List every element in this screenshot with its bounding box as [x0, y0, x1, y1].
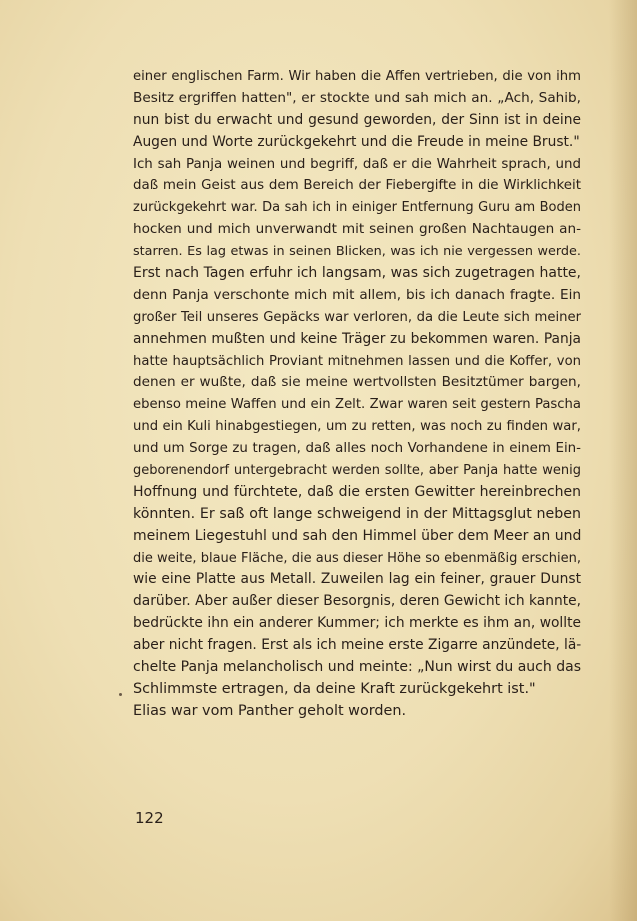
text-line: und ein Kuli hinabgestiegen, um zu retten, was noch zu finden war,	[133, 419, 581, 435]
text-line: die weite, blaue Fläche, die aus dieser Höhe so ebenmäßig erschien,	[133, 550, 581, 566]
text-line: Erst nach Tagen erfuhr ich langsam, was sich zugetragen hatte,	[133, 265, 581, 282]
text-line: und um Sorge zu tragen, daß alles noch Vorhandene in einem Ein-	[133, 441, 581, 457]
text-line: Besitz ergriffen hatten", er stockte und sah mich an. „Ach, Sahib,	[133, 89, 581, 106]
margin-mark	[119, 693, 122, 696]
text-line: annehmen mußten und keine Träger zu bekommen waren. Panja	[133, 330, 581, 347]
text-line: könnten. Er saß oft lange schweigend in der Mittagsglut neben	[133, 505, 581, 522]
text-line: einer englischen Farm. Wir haben die Affen vertrieben, die von ihm	[133, 69, 581, 84]
text-line: starren. Es lag etwas in seinen Blicken, was ich nie vergessen werde.	[133, 244, 581, 260]
page-edge-shadow	[609, 0, 637, 921]
page-number: 122	[135, 809, 164, 827]
text-line: daß mein Geist aus dem Bereich der Fiebergifte in die Wirklichkeit	[133, 178, 581, 194]
text-line: nun bist du erwacht und gesund geworden, der Sinn ist in deine	[133, 111, 581, 128]
text-line: denen er wußte, daß sie meine wertvollsten Besitztümer bargen,	[133, 374, 581, 391]
text-line: großer Teil unseres Gepäcks war verloren, da die Leute sich meiner	[133, 309, 581, 325]
text-line: hatte hauptsächlich Proviant mitnehmen lassen und die Koffer, von	[133, 353, 581, 369]
text-line: Elias war vom Panther geholt worden.	[133, 702, 407, 719]
text-line: meinem Liegestuhl und sah den Himmel über dem Meer an und	[133, 527, 581, 544]
text-line: Augen und Worte zurückgekehrt und die Freude in meine Brust."	[133, 133, 580, 150]
text-line: wie eine Platte aus Metall. Zuweilen lag ein feiner, grauer Dunst	[133, 571, 581, 588]
text-line: Schlimmste ertragen, da deine Kraft zurückgekehrt ist."	[133, 680, 536, 697]
text-line: bedrückte ihn ein anderer Kummer; ich merkte es ihm an, wollte	[133, 615, 581, 632]
text-line: Ich sah Panja weinen und begriff, daß er die Wahrheit sprach, und	[133, 156, 581, 172]
text-line: ebenso meine Waffen und ein Zelt. Zwar waren seit gestern Pascha	[133, 397, 581, 413]
text-line: chelte Panja melancholisch und meinte: „Nun wirst du auch das	[133, 659, 581, 676]
text-line: hocken und mich unverwandt mit seinen großen Nachtaugen an-	[133, 221, 581, 238]
text-line: Hoffnung und fürchtete, daß die ersten Gewitter hereinbrechen	[133, 483, 581, 500]
text-line: aber nicht fragen. Erst als ich meine erste Zigarre anzündete, lä-	[133, 637, 581, 654]
body-text	[133, 66, 581, 723]
text-line: darüber. Aber außer dieser Besorgnis, deren Gewicht ich kannte,	[133, 593, 581, 610]
text-line: geborenendorf untergebracht werden sollte, aber Panja hatte wenig	[133, 463, 581, 479]
text-line: denn Panja verschonte mich mit allem, bis ich danach fragte. Ein	[133, 286, 581, 303]
text-line: zurückgekehrt war. Da sah ich in einiger Entfernung Guru am Boden	[133, 200, 581, 216]
